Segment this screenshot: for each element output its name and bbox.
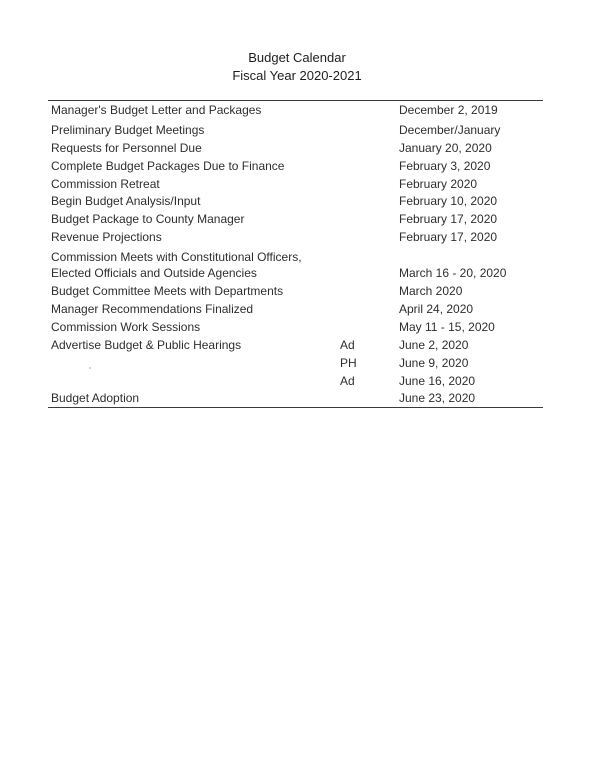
task-date: June 16, 2020 bbox=[399, 374, 476, 388]
task-date: June 2, 2020 bbox=[399, 338, 469, 352]
task-label: Complete Budget Packages Due to Finance bbox=[51, 159, 285, 173]
schedule-row bbox=[0, 192, 600, 210]
schedule-row bbox=[0, 175, 600, 193]
schedule-row bbox=[0, 210, 600, 228]
document-title: Budget Calendar bbox=[248, 50, 346, 65]
schedule-row bbox=[0, 228, 600, 246]
task-label: Manager's Budget Letter and Packages bbox=[51, 103, 262, 117]
schedule-row bbox=[0, 336, 600, 354]
title-block bbox=[0, 49, 600, 85]
task-date: June 23, 2020 bbox=[399, 391, 476, 405]
task-date: February 3, 2020 bbox=[399, 159, 491, 173]
task-date: February 2020 bbox=[399, 177, 478, 191]
task-date: May 11 - 15, 2020 bbox=[399, 320, 495, 334]
task-date: March 16 - 20, 2020 bbox=[399, 266, 507, 280]
task-label: Budget Adoption bbox=[51, 391, 140, 405]
schedule-row bbox=[0, 282, 600, 300]
document-subtitle: Fiscal Year 2020-2021 bbox=[232, 68, 362, 83]
task-date: March 2020 bbox=[399, 284, 463, 298]
bottom-rule bbox=[48, 407, 543, 408]
schedule-row bbox=[0, 318, 600, 336]
schedule-row bbox=[0, 372, 600, 390]
task-label: Advertise Budget & Public Hearings bbox=[51, 338, 242, 352]
task-label: Budget Committee Meets with Departments bbox=[51, 284, 284, 298]
task-date: April 24, 2020 bbox=[399, 302, 474, 316]
task-code: Ad bbox=[340, 338, 355, 352]
schedule-row bbox=[0, 354, 600, 372]
task-label: Revenue Projections bbox=[51, 230, 162, 244]
task-date: February 10, 2020 bbox=[399, 194, 498, 208]
task-label: Budget Package to County Manager bbox=[51, 212, 245, 226]
task-label: Commission Retreat bbox=[51, 177, 160, 191]
schedule-row bbox=[0, 121, 600, 139]
task-label: Begin Budget Analysis/Input bbox=[51, 194, 201, 208]
task-label: Elected Officials and Outside Agencies bbox=[51, 266, 257, 280]
task-date: February 17, 2020 bbox=[399, 212, 498, 226]
task-code: PH bbox=[340, 356, 357, 370]
task-label: Commission Work Sessions bbox=[51, 320, 201, 334]
schedule-row bbox=[0, 389, 600, 407]
task-date: December/January bbox=[399, 123, 501, 137]
task-date: December 2, 2019 bbox=[399, 103, 498, 117]
task-label: Manager Recommendations Finalized bbox=[51, 302, 254, 316]
task-date: February 17, 2020 bbox=[399, 230, 498, 244]
scan-speck bbox=[89, 367, 91, 369]
schedule-row bbox=[0, 300, 600, 318]
schedule-row bbox=[0, 157, 600, 175]
task-label: Preliminary Budget Meetings bbox=[51, 123, 205, 137]
task-date: June 9, 2020 bbox=[399, 356, 469, 370]
task-label: Commission Meets with Constitutional Officers, bbox=[51, 250, 302, 264]
schedule-row bbox=[0, 101, 600, 119]
task-date: January 20, 2020 bbox=[399, 141, 492, 155]
task-code: Ad bbox=[340, 374, 355, 388]
schedule-row bbox=[0, 139, 600, 157]
task-label: Requests for Personnel Due bbox=[51, 141, 202, 155]
schedule-row bbox=[0, 264, 600, 282]
